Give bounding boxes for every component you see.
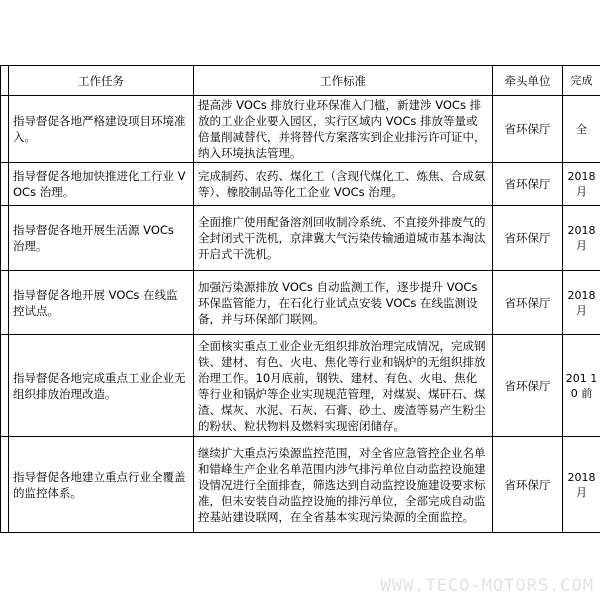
standard-cell: 全面推广使用配备溶剂回收制冷系统、不直接外排废气的全封闭式干洗机，京津冀大气污染传输通道城市基本淘汰开启式干洗机。 — [194, 206, 493, 271]
task-cell: 指导督促各地完成重点工业企业无组织排放治理改造。 — [9, 335, 194, 437]
standard-cell: 全面核实重点工业企业无组织排放治理完成情况，完成钢铁、建材、有色、火电、焦化等行业和锅炉的无组织排放治理工作。10月底前，钢铁、建材、有色、火电、焦化等行业和锅炉等企业实现规范管理，对煤炭、煤矸石、煤渣、煤灰、水泥、石灰、石膏、砂土、废渣等易产生粉尘的粉状、粒状物料及燃料实现密闭储存。 — [194, 335, 493, 437]
deadline-cell: 2018 月 — [563, 163, 600, 206]
header-row — [1, 66, 600, 96]
standard-cell: 完成制药、农药、煤化工（含现代煤化工、炼焦、合成氨等）、橡胶制品等化工企业 VOCs 治理。 — [194, 163, 493, 206]
deadline-cell: 2018 月 — [563, 206, 600, 271]
task-cell: 指导督促各地建立重点行业全覆盖的监控体系。 — [9, 437, 194, 533]
lead-cell: 省环保厅 — [493, 271, 563, 335]
table-row — [1, 96, 600, 163]
header-standard: 工作标准 — [194, 66, 493, 96]
lead-cell: 省环保厅 — [493, 96, 563, 163]
deadline-cell: 2018 月 — [563, 271, 600, 335]
lead-cell: 省环保厅 — [493, 437, 563, 533]
table-row — [1, 335, 600, 437]
deadline-cell: 201 10 前 — [563, 335, 600, 437]
standard-cell: 加强污染源排放 VOCs 自动监测工作，逐步提升 VOCs 环保监管能力，在石化行业试点安装 VOCs 在线监测设备，并与环保部门联网。 — [194, 271, 493, 335]
table-row — [1, 271, 600, 335]
deadline-cell: 全 — [563, 96, 600, 163]
standard-cell: 继续扩大重点污染源监控范围，对全省应急管控企业名单和错峰生产企业名单范围内涉气排污单位自动监控设施建设情况进行全面排查，筛选达到自动监控设施建设要求标准，但未安装自动监控设施的排污单位，全部完成自动监控基站建设联网，在全省基本实现污染源的全面监控。 — [194, 437, 493, 533]
index-header — [1, 66, 9, 96]
task-cell: 指导督促各地开展生活源 VOCs 治理。 — [9, 206, 194, 271]
table-row — [1, 437, 600, 533]
task-cell: 指导督促各地加快推进化工行业 VOCs 治理。 — [9, 163, 194, 206]
lead-cell: 省环保厅 — [493, 335, 563, 437]
task-table — [0, 65, 600, 533]
task-cell: 指导督促各地开展 VOCs 在线监控试点。 — [9, 271, 194, 335]
header-deadline: 完成 — [563, 66, 600, 96]
header-lead: 牵头单位 — [493, 66, 563, 96]
table-row — [1, 163, 600, 206]
task-cell: 指导督促各地严格建设项目环境准入。 — [9, 96, 194, 163]
lead-cell: 省环保厅 — [493, 206, 563, 271]
watermark: WWW.TECO-MOTORS.COM — [380, 576, 594, 596]
deadline-cell: 2018 月 — [563, 437, 600, 533]
lead-cell: 省环保厅 — [493, 163, 563, 206]
table-row — [1, 206, 600, 271]
standard-cell: 提高涉 VOCs 排放行业环保准入门槛，新建涉 VOCs 排放的工业企业要入园区，实行区域内 VOCs 排放等量或倍量削减替代，并将替代方案落实到企业排污许可证中，纳入环境执法管理。 — [194, 96, 493, 163]
header-task: 工作任务 — [9, 66, 194, 96]
